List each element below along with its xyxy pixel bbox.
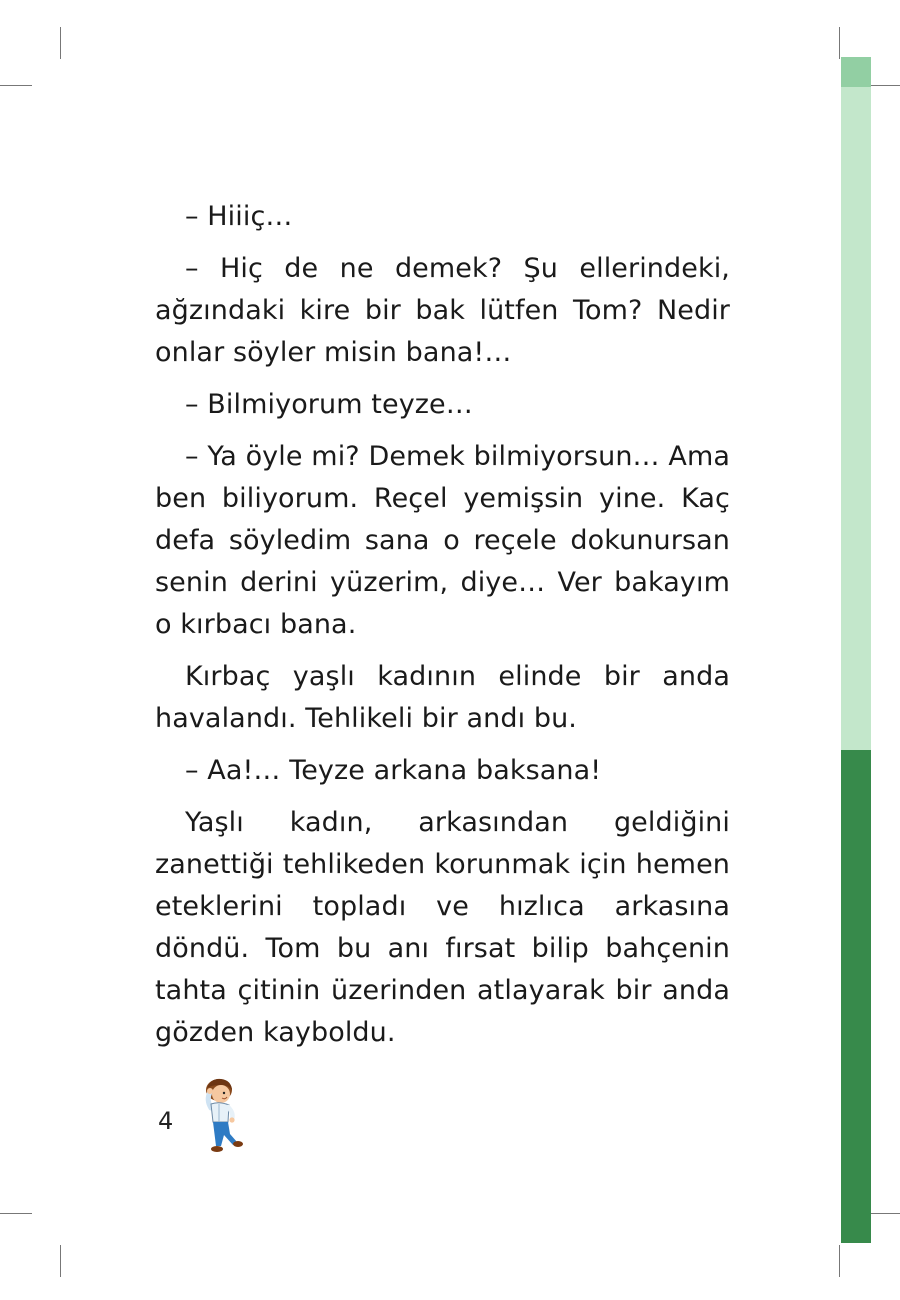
side-band-light <box>841 87 871 750</box>
crop-mark <box>0 1213 32 1214</box>
crop-mark <box>60 27 61 59</box>
paragraph: Kırbaç yaşlı kadının elinde bir anda havalandı. Tehlikeli bir andı bu. <box>155 661 730 734</box>
walking-boy-icon <box>197 1076 247 1158</box>
side-band-dark <box>841 750 871 1243</box>
crop-mark <box>869 85 900 86</box>
side-band-top <box>841 57 871 87</box>
crop-mark <box>869 1213 900 1214</box>
page-number: 4 <box>158 1107 174 1135</box>
paragraph: Yaşlı kadın, arkasından geldiğini zanettiği tehlikeden korunmak için hemen eteklerini topladı ve hızlıca arkasına döndü. Tom bu anı fırsat bilip bahçenin tahta çitinin üzerinden atlayarak bir anda gözden kayboldu. <box>155 807 730 1048</box>
paragraph: – Aa!… Teyze arkana baksana! <box>185 755 602 786</box>
paragraph: – Ya öyle mi? Demek bilmiyorsun… Ama ben biliyorum. Reçel yemişsin yine. Kaç defa söyledim sana o reçele dokunursan senin derini yüzerim, diye… Ver bakayım o kırbacı bana. <box>155 441 730 640</box>
crop-mark <box>0 85 32 86</box>
crop-mark <box>839 1245 840 1277</box>
crop-mark <box>60 1245 61 1277</box>
crop-mark <box>839 27 840 59</box>
story-text <box>155 196 730 1054</box>
paragraph: – Hiiiç… <box>185 201 293 232</box>
paragraph: – Hiç de ne demek? Şu ellerindeki, ağzındaki kire bir bak lütfen Tom? Nedir onlar söyler misin bana!… <box>155 253 730 368</box>
paragraph: – Bilmiyorum teyze… <box>185 389 473 420</box>
